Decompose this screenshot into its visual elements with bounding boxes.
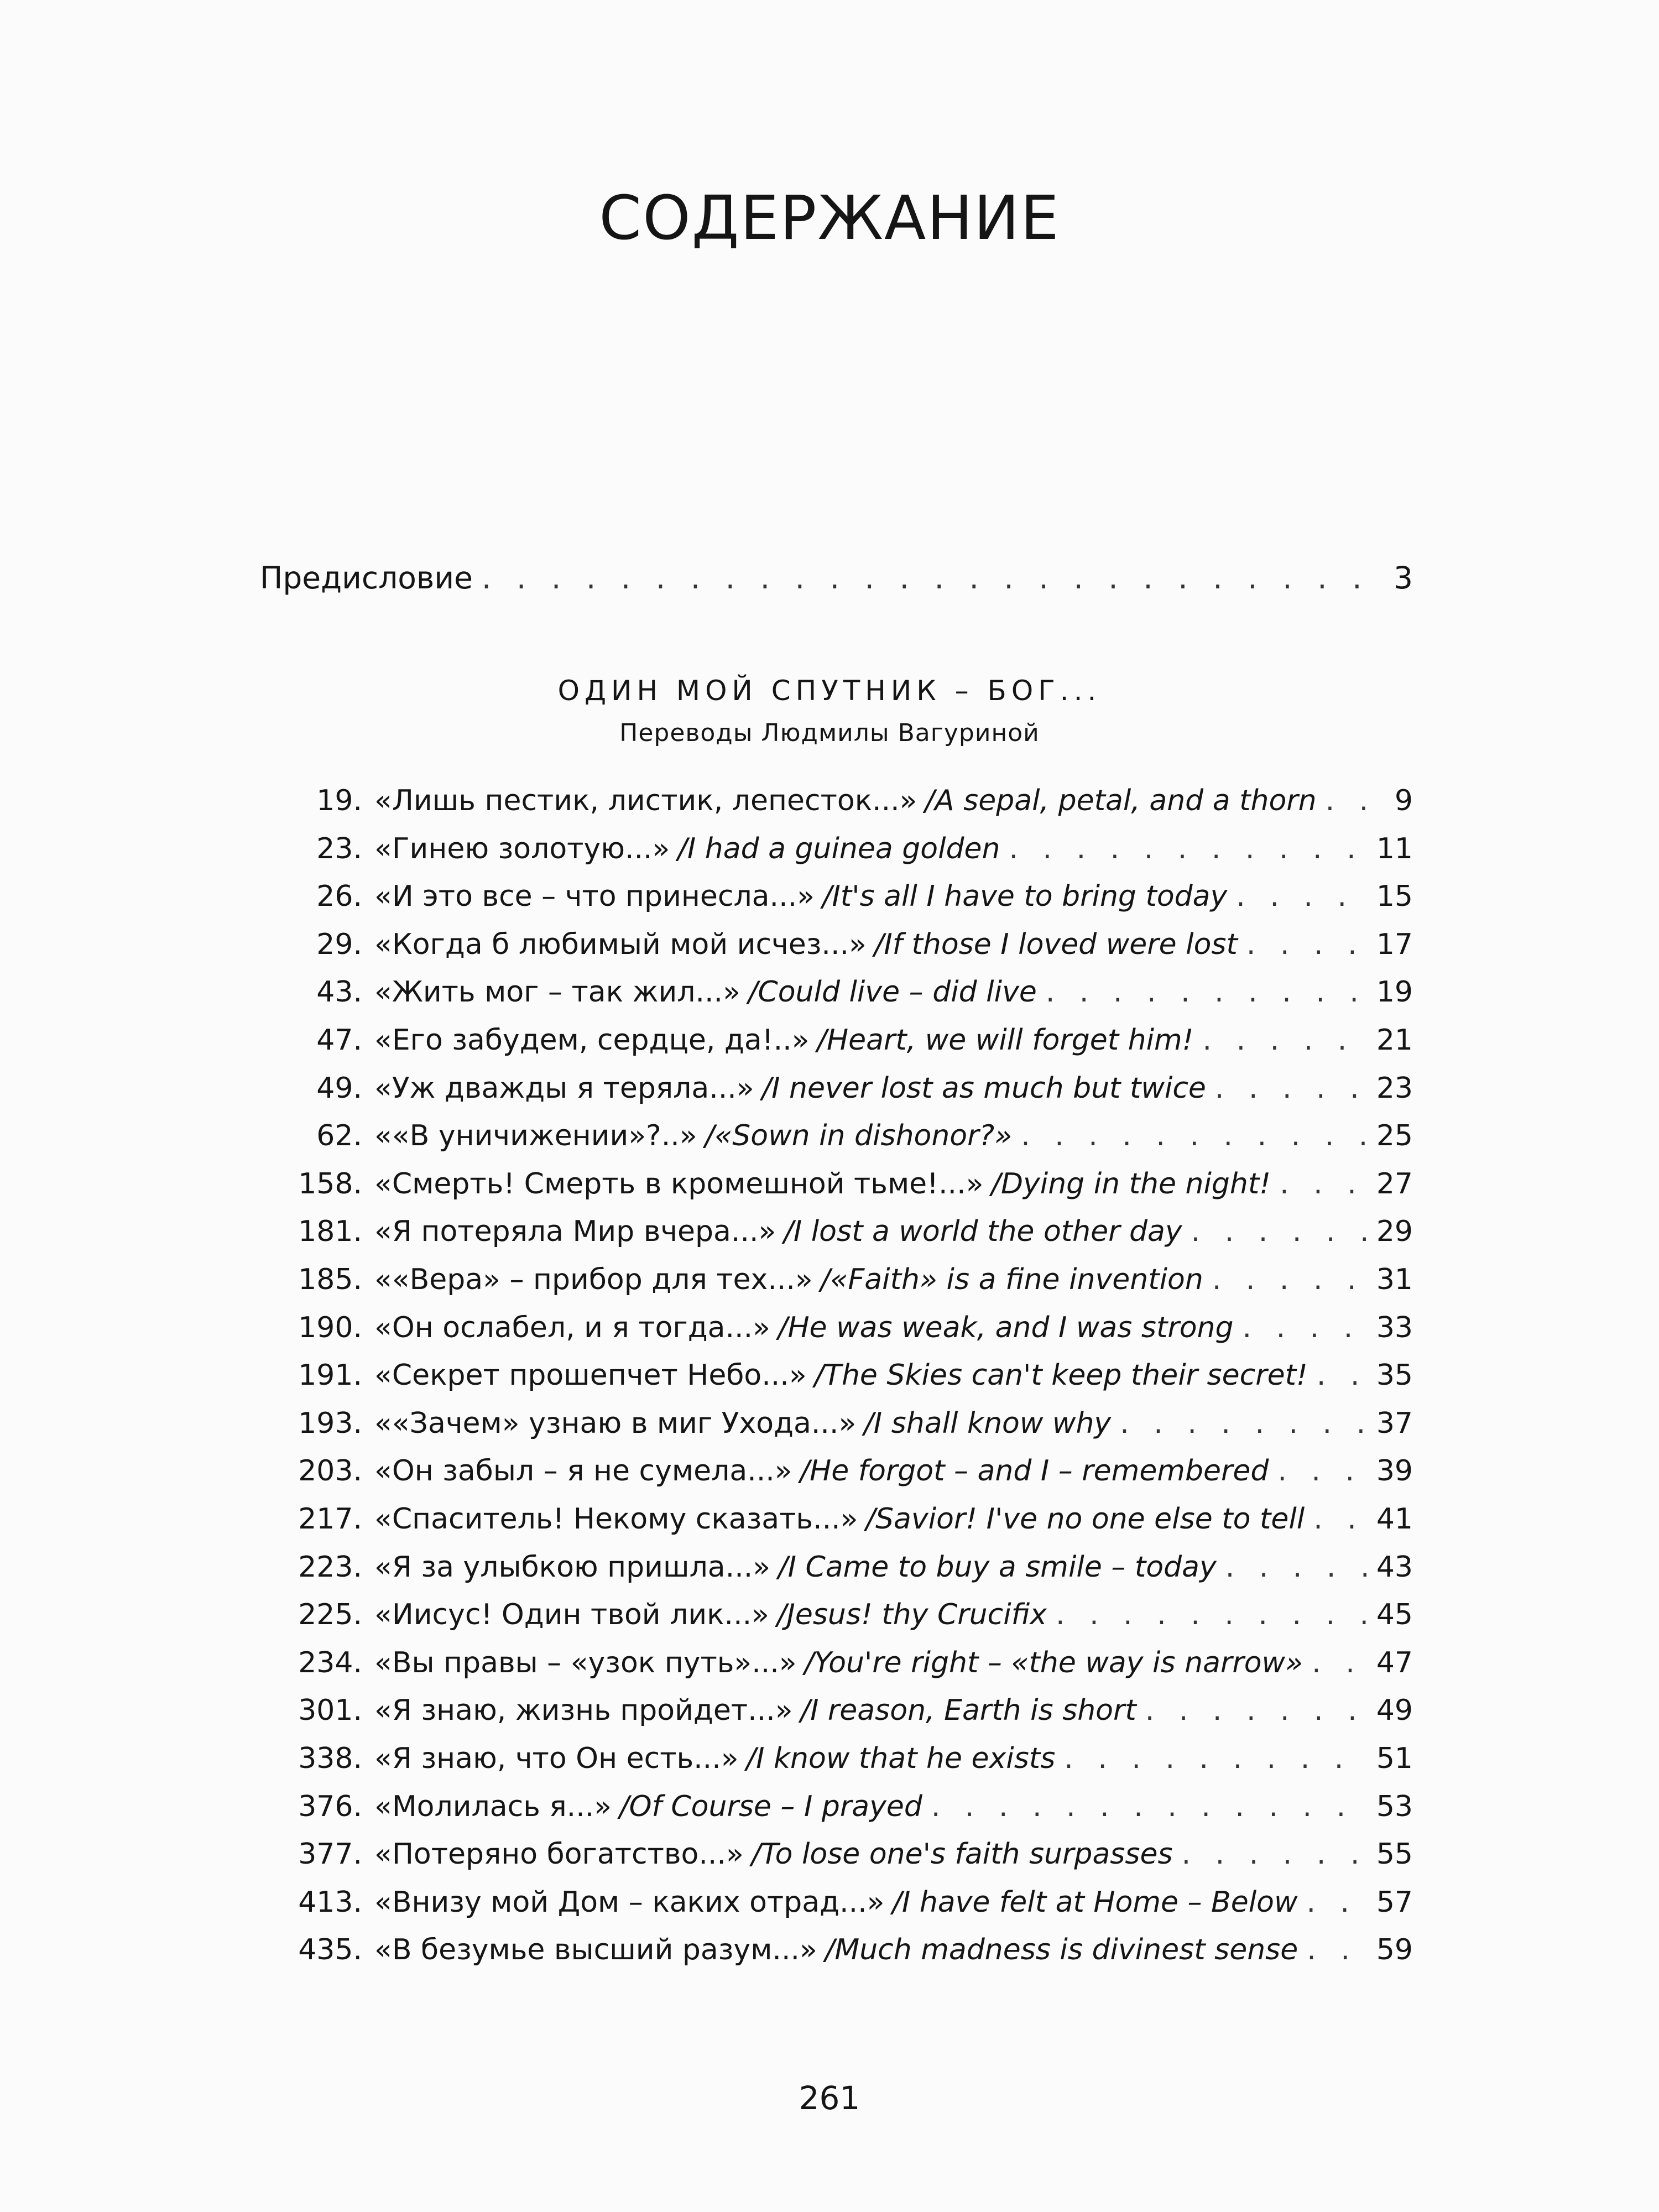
toc-entry-row[interactable] [263, 1401, 1413, 1446]
entry-english-title: /To lose one's faith surpasses [751, 1838, 1173, 1871]
dot-leader [1215, 1066, 1368, 1110]
entry-russian-title: «Он ослабел, и я тогда...» [374, 1311, 770, 1344]
entry-english-title: /Much madness is divinest sense [825, 1933, 1298, 1967]
entry-english-title: /Heart, we will forget him! [817, 1024, 1194, 1057]
entry-russian-title: «Я знаю, жизнь пройдет...» [374, 1694, 793, 1728]
entry-page-number: 37 [1376, 1406, 1413, 1440]
entry-russian-title: «Лишь пестик, листик, лепесток...» [374, 784, 917, 817]
entry-english-title: /It's all I have to bring today [822, 880, 1228, 914]
dot-leader [1306, 1880, 1367, 1924]
dot-leader [1120, 1401, 1368, 1446]
toc-entry-row[interactable] [263, 1785, 1413, 1829]
entry-russian-title: ««В уничижении»?..» [374, 1119, 697, 1153]
dot-leader [1064, 1736, 1368, 1781]
dot-leader [1243, 1306, 1368, 1350]
entry-page-number: 11 [1376, 832, 1413, 865]
entry-russian-title: «Он забыл – я не сумела...» [374, 1454, 792, 1488]
toc-entry-row[interactable] [263, 1545, 1413, 1589]
entry-number: 377. [298, 1838, 362, 1871]
entry-number: 193. [298, 1406, 362, 1440]
entry-page-number: 53 [1376, 1790, 1413, 1823]
entry-russian-title: «Внизу мой Дом – каких отрад...» [374, 1885, 885, 1919]
toc-entry-row[interactable] [263, 1832, 1413, 1876]
toc-entry-row[interactable] [263, 779, 1413, 823]
entry-english-title: /If those I loved were lost [874, 927, 1238, 961]
entry-page-number: 55 [1376, 1838, 1413, 1871]
entry-page-number: 23 [1376, 1071, 1413, 1105]
entry-number: 29. [316, 927, 362, 961]
entry-english-title: /I know that he exists [746, 1742, 1056, 1775]
toc-entry-row[interactable] [263, 1114, 1413, 1158]
entry-number: 185. [298, 1263, 362, 1296]
entry-russian-title: «Я знаю, что Он есть...» [374, 1742, 739, 1775]
toc-preface-row[interactable] [260, 556, 1413, 600]
dot-leader [1021, 1114, 1368, 1158]
dot-leader [931, 1785, 1368, 1829]
entry-english-title: /You're right – «the way is narrow» [804, 1646, 1303, 1679]
entry-page-number: 57 [1376, 1885, 1413, 1919]
entry-number: 19. [316, 784, 362, 817]
entry-number: 47. [316, 1024, 362, 1057]
entry-english-title: /I shall know why [864, 1406, 1112, 1440]
entry-russian-title: «Уж дважды я теряла...» [374, 1071, 754, 1105]
entry-page-number: 15 [1376, 880, 1413, 914]
entry-page-number: 43 [1376, 1550, 1413, 1584]
toc-entry-row[interactable] [263, 1449, 1413, 1493]
section-heading: ОДИН МОЙ СПУТНИК – БОГ... [557, 675, 1102, 707]
entry-page-number: 17 [1376, 927, 1413, 961]
entry-english-title: /Could live – did live [748, 975, 1037, 1009]
entry-english-title: /A sepal, petal, and a thorn [925, 784, 1317, 817]
entry-russian-title: «И это все – что принесла...» [374, 880, 815, 914]
entry-page-number: 25 [1376, 1119, 1413, 1153]
entry-number: 191. [298, 1359, 362, 1392]
entry-russian-title: ««Вера» – прибор для тех...» [374, 1263, 813, 1296]
dot-leader [1317, 1353, 1368, 1397]
dot-leader [1145, 1688, 1368, 1733]
dot-leader [1203, 1018, 1368, 1062]
dot-leader [1212, 1258, 1368, 1302]
entry-russian-title: «Его забудем, сердце, да!..» [374, 1024, 810, 1057]
entry-page-number: 9 [1394, 784, 1413, 817]
toc-entry-row[interactable] [263, 922, 1413, 967]
entry-russian-title: «Я потеряла Мир вчера...» [374, 1215, 776, 1249]
entry-english-title: /«Sown in dishonor?» [705, 1119, 1013, 1153]
toc-entry-row[interactable] [263, 1353, 1413, 1397]
toc-entry-row[interactable] [263, 1688, 1413, 1733]
entry-page-number: 19 [1376, 975, 1413, 1009]
entry-russian-title: «Жить мог – так жил...» [374, 975, 740, 1009]
toc-entry-row[interactable] [263, 1018, 1413, 1062]
dot-leader [1277, 1449, 1367, 1493]
entry-english-title: /I Came to buy a smile – today [778, 1550, 1217, 1584]
entry-number: 23. [316, 832, 362, 865]
entry-english-title: /The Skies can't keep their secret! [814, 1359, 1308, 1392]
entry-russian-title: «В безумье высший разум...» [374, 1933, 817, 1967]
toc-entry-row[interactable] [263, 1928, 1413, 1972]
entry-number: 435. [298, 1933, 362, 1967]
entry-russian-title: «Гинею золотую...» [374, 832, 670, 865]
dot-leader [1056, 1593, 1368, 1637]
dot-leader [1009, 827, 1368, 871]
entry-number: 301. [298, 1694, 362, 1728]
entry-english-title: /Savior! I've no one else to tell [865, 1503, 1305, 1536]
entry-english-title: /Jesus! thy Crucifix [776, 1598, 1047, 1632]
toc-entry-row[interactable] [263, 1162, 1413, 1206]
entry-number: 376. [298, 1790, 362, 1823]
entry-english-title: /I had a guinea golden [677, 832, 1000, 865]
entry-english-title: /I reason, Earth is short [800, 1694, 1136, 1728]
page-folio: 261 [799, 2079, 860, 2117]
entry-russian-title: «Иисус! Один твой лик...» [374, 1598, 769, 1632]
toc-entry-row[interactable] [263, 1593, 1413, 1637]
entry-number: 203. [298, 1454, 362, 1488]
toc-entry-row[interactable] [263, 1880, 1413, 1924]
entry-english-title: /I lost a world the other day [784, 1215, 1182, 1249]
entry-number: 181. [298, 1215, 362, 1249]
entry-page-number: 45 [1376, 1598, 1413, 1632]
toc-entry-row[interactable] [263, 1306, 1413, 1350]
entry-page-number: 47 [1376, 1646, 1413, 1679]
entry-russian-title: «Молилась я...» [374, 1790, 612, 1823]
entry-english-title: /I never lost as much but twice [761, 1071, 1206, 1105]
dot-leader [482, 556, 1385, 600]
entry-number: 217. [298, 1503, 362, 1536]
entry-russian-title: «Секрет прошепчет Небо...» [374, 1359, 807, 1392]
dot-leader [1312, 1641, 1368, 1685]
entry-page-number: 51 [1376, 1742, 1413, 1775]
entry-number: 26. [316, 880, 362, 914]
entry-number: 234. [298, 1646, 362, 1679]
page-title: СОДЕРЖАНИЕ [599, 182, 1060, 253]
entry-russian-title: «Смерть! Смерть в кромешной тьме!...» [374, 1167, 984, 1201]
toc-entry-row[interactable] [263, 970, 1413, 1014]
entry-english-title: /Of Course – I prayed [619, 1790, 922, 1823]
entry-russian-title: ««Зачем» узнаю в миг Ухода...» [374, 1406, 857, 1440]
entry-english-title: /«Faith» is a fine invention [820, 1263, 1203, 1296]
entry-number: 49. [316, 1071, 362, 1105]
toc-entry-row[interactable] [263, 1497, 1413, 1541]
preface-label: Предисловие [260, 560, 473, 596]
entry-russian-title: «Потеряно богатство...» [374, 1838, 744, 1871]
entry-russian-title: «Я за улыбкою пришла...» [374, 1550, 771, 1584]
entry-english-title: /He forgot – and I – remembered [800, 1454, 1269, 1488]
toc-entry-row[interactable] [263, 1736, 1413, 1781]
preface-page-number: 3 [1394, 560, 1413, 596]
entry-russian-title: «Спаситель! Некому сказать...» [374, 1503, 858, 1536]
dot-leader [1236, 874, 1368, 919]
entry-page-number: 41 [1376, 1503, 1413, 1536]
toc-entry-row[interactable] [263, 1258, 1413, 1302]
dot-leader [1280, 1162, 1368, 1206]
entry-english-title: /I have felt at Home – Below [892, 1885, 1298, 1919]
toc-entry-row[interactable] [263, 1209, 1413, 1254]
entry-page-number: 31 [1376, 1263, 1413, 1296]
entry-russian-title: «Когда б любимый мой исчез...» [374, 927, 867, 961]
entry-number: 190. [298, 1311, 362, 1344]
entry-page-number: 33 [1376, 1311, 1413, 1344]
toc-entry-row[interactable] [263, 1066, 1413, 1110]
toc-entry-row[interactable] [263, 1641, 1413, 1685]
entry-page-number: 39 [1376, 1454, 1413, 1488]
entry-russian-title: «Вы правы – «узок путь»...» [374, 1646, 797, 1679]
section-subheading: Переводы Людмилы Вагуриной [619, 719, 1040, 747]
entry-english-title: /He was weak, and I was strong [778, 1311, 1234, 1344]
entry-number: 338. [298, 1742, 362, 1775]
entry-page-number: 35 [1376, 1359, 1413, 1392]
entry-page-number: 59 [1376, 1933, 1413, 1967]
dot-leader [1182, 1832, 1368, 1876]
entry-page-number: 49 [1376, 1694, 1413, 1728]
entry-number: 43. [316, 975, 362, 1009]
dot-leader [1246, 922, 1368, 967]
dot-leader [1307, 1928, 1368, 1972]
entry-number: 225. [298, 1598, 362, 1632]
entry-page-number: 21 [1376, 1024, 1413, 1057]
entry-number: 413. [298, 1885, 362, 1919]
dot-leader [1191, 1209, 1368, 1254]
toc-entry-row[interactable] [263, 874, 1413, 919]
dot-leader [1225, 1545, 1368, 1589]
entry-number: 62. [316, 1119, 362, 1153]
toc-entry-row[interactable] [263, 827, 1413, 871]
entry-number: 223. [298, 1550, 362, 1584]
dot-leader [1313, 1497, 1368, 1541]
entry-page-number: 29 [1376, 1215, 1413, 1249]
dot-leader [1326, 779, 1386, 823]
dot-leader [1046, 970, 1368, 1014]
entry-english-title: /Dying in the night! [991, 1167, 1271, 1201]
entry-page-number: 27 [1376, 1167, 1413, 1201]
entry-number: 158. [298, 1167, 362, 1201]
